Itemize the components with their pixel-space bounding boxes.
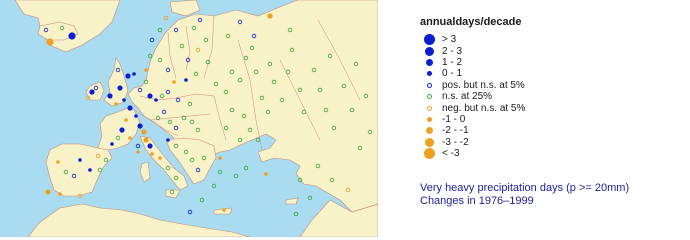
legend-label: n.s. at 25% (442, 91, 493, 103)
legend-item (420, 68, 680, 79)
station-marker (117, 85, 122, 90)
station-marker (68, 32, 75, 39)
caption-line-1: Very heavy precipitation days (p >= 20mm) (420, 182, 630, 194)
legend-rows (420, 34, 680, 159)
legend-label: 0 - 1 (442, 68, 463, 80)
legend-item (420, 45, 680, 56)
station-marker (166, 138, 170, 142)
station-marker (147, 143, 152, 148)
legend-item (420, 148, 680, 159)
caption-line-2: Changes in 1976–1999 (420, 195, 534, 207)
legend-item (420, 102, 680, 113)
legend-swatch-icon (420, 68, 438, 79)
station-marker (127, 105, 132, 110)
station-marker (184, 78, 188, 82)
legend-label: 2 - 3 (442, 45, 463, 57)
station-marker (267, 13, 272, 18)
legend-swatch-icon (420, 148, 438, 159)
station-marker (107, 93, 112, 98)
station-marker (46, 38, 53, 45)
legend (420, 16, 680, 159)
station-marker (132, 72, 136, 76)
legend-label: pos. but n.s. at 5% (442, 79, 525, 91)
station-marker (141, 129, 146, 134)
station-marker (58, 192, 62, 196)
station-marker (56, 160, 60, 164)
legend-swatch-icon (420, 125, 438, 136)
legend-title: annualdays/decade (420, 16, 522, 28)
legend-item (420, 57, 680, 68)
station-marker (143, 137, 148, 142)
station-marker (88, 168, 92, 172)
station-marker (134, 114, 138, 118)
station-marker (45, 189, 50, 194)
station-marker (125, 73, 130, 78)
legend-label: -2 - -1 (442, 125, 469, 137)
station-marker (110, 142, 114, 146)
station-marker (78, 158, 82, 162)
legend-item (420, 80, 680, 91)
station-marker (89, 89, 94, 94)
legend-swatch-icon (420, 34, 438, 45)
station-marker (136, 150, 140, 154)
legend-swatch-icon (420, 103, 438, 114)
station-marker (124, 118, 128, 122)
legend-item (420, 91, 680, 102)
legend-label: < -3 (442, 148, 460, 160)
legend-swatch-icon (420, 114, 438, 125)
legend-item (420, 114, 680, 125)
station-marker (119, 127, 124, 132)
legend-swatch-icon (420, 91, 438, 102)
legend-item (420, 125, 680, 136)
legend-label: -3 - -2 (442, 136, 469, 148)
station-marker (172, 80, 176, 84)
station-marker (150, 152, 154, 156)
legend-item (420, 34, 680, 45)
legend-label: 1 - 2 (442, 56, 463, 68)
map-caption (420, 182, 629, 208)
station-marker (128, 136, 132, 140)
station-marker (218, 156, 222, 160)
station-marker (154, 98, 158, 102)
station-marker (147, 93, 152, 98)
legend-swatch-icon (420, 137, 438, 148)
station-marker (137, 123, 142, 128)
station-marker (158, 156, 162, 160)
legend-swatch-icon (420, 46, 438, 57)
legend-label: > 3 (442, 34, 457, 46)
legend-swatch-icon (420, 80, 438, 91)
station-marker (264, 172, 268, 176)
legend-label: -1 - 0 (442, 113, 466, 125)
legend-label: neg. but n.s. at 5% (442, 102, 526, 114)
station-marker (114, 102, 118, 106)
station-marker (222, 208, 226, 212)
legend-swatch-icon (420, 57, 438, 68)
station-marker (122, 98, 126, 102)
legend-item (420, 137, 680, 148)
station-marker (144, 68, 148, 72)
